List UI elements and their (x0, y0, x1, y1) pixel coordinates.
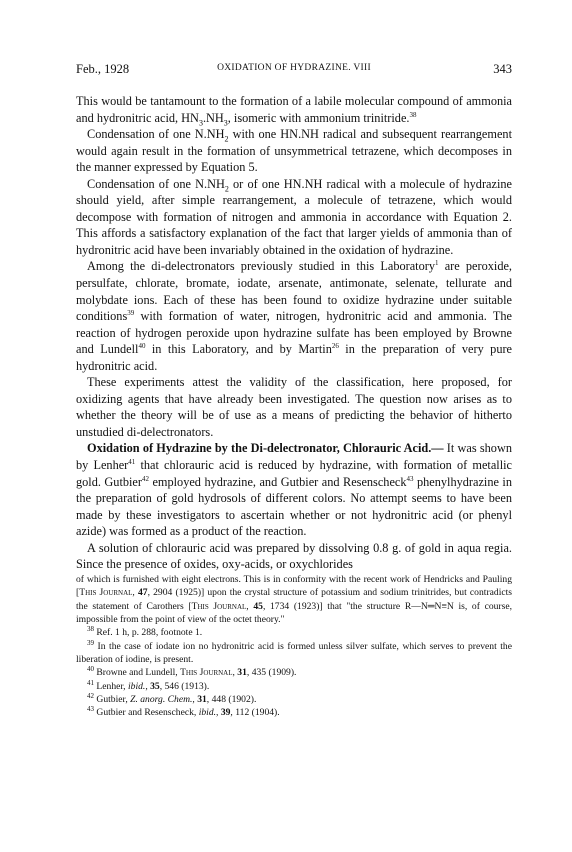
text-run: are peroxide, persulfate, chlorate, bromate, iodate, arsenate, antimonate, selenate, tellurate and molybdate ions. Each of these has been found to oxidize hydrazine under suitable conditions (76, 259, 512, 324)
text-run: in this Laboratory, and by Martin (145, 342, 332, 357)
footnote-ref: 39 (87, 638, 94, 647)
footnote-ref: 43 (406, 474, 414, 483)
page-number: 343 (493, 62, 512, 76)
footnote-ref: 43 (87, 705, 94, 714)
text-run: Among the di-delectronators previously studied in this Laboratory (87, 259, 435, 274)
footnote-ref: 42 (141, 474, 149, 483)
chem-subscript: 2 (224, 134, 229, 144)
text-run: with one HN.NH radical and subsequent rearrangement would again result in the formation of unsymmetrical tetrazene, which decomposes in the manner expressed by Equation 5. (76, 127, 512, 175)
text-run: ibid. (127, 680, 146, 692)
footnote-continuation (76, 573, 512, 627)
text-run: This Journal (191, 600, 247, 612)
text-run: Z. anorg. Chem. (130, 693, 193, 705)
section-heading-paragraph (76, 440, 512, 539)
text-run: A solution of chlorauric acid was prepared by dissolving 0.8 g. of gold in aqua regia. Since the presence of oxides, oxy-acids, or oxychlorides (76, 540, 512, 572)
text-run: in the preparation of very pure hydronitric acid. (76, 342, 513, 373)
text-run: This would be tantamount to the formation of a labile molecular compound of ammonia and hydronitric acid, HN (76, 94, 512, 125)
chem-subscript: 3 (198, 118, 203, 127)
text-run: Gutbier, (94, 693, 131, 705)
chem-subscript: 3 (223, 118, 228, 127)
paragraph-p2 (76, 126, 512, 176)
paragraph-p4 (76, 258, 512, 374)
text-run: 31 (237, 667, 247, 679)
text-run: , isomeric with ammonium trinitride. (227, 110, 410, 125)
text-run: 45 (253, 600, 263, 612)
text-run: phenylhydrazine in the preparation of gold hydrosols of different colors. No attempt seems to have been made by these investigators to ascertain whether or not hydronitric acid (or phenyl azide) was formed as a product of the reaction. (76, 474, 512, 539)
footnote-40 (76, 666, 512, 679)
text-run: , (246, 600, 254, 612)
text-run: This Journal (79, 587, 133, 599)
text-run: Condensation of one N.NH (87, 127, 225, 142)
footnote-ref: 41 (128, 457, 136, 466)
text-run: , 435 (1909). (246, 667, 297, 679)
text-run: , 448 (1902). (206, 693, 257, 705)
text-run: 47 (137, 587, 148, 599)
text-run: Ref. 1 h, p. 288, footnote 1. (94, 627, 203, 639)
paragraph-p3 (76, 176, 512, 259)
text-run: , (232, 667, 238, 679)
text-run: .NH (202, 110, 224, 125)
text-run: 35 (150, 680, 160, 692)
text-run: In the case of iodate ion no hydronitric acid is formed unless silver sulfate, which serves to prevent the liberation of iodine, is present. (76, 640, 512, 666)
paragraph-p7 (76, 540, 512, 573)
journal-page (76, 62, 512, 720)
footnote-ref: 40 (138, 342, 146, 351)
footnote-ref: 42 (87, 691, 94, 700)
text-run: This Journal (180, 667, 233, 679)
running-title: OXIDATION OF HYDRAZINE. VIII (217, 63, 371, 73)
footnote-ref: 40 (87, 665, 94, 674)
footnote-41 (76, 680, 512, 693)
article-body (76, 93, 512, 573)
text-run: 39 (220, 707, 231, 719)
text-run: that chlorauric acid is reduced by hydrazine, with formation of metallic gold. Gutbier (76, 458, 512, 489)
footnote-ref: 1 (435, 259, 439, 268)
footnote-39 (76, 640, 512, 667)
footnote-42 (76, 693, 512, 706)
text-run: with formation of water, nitrogen, hydronitric acid and ammonia. The reaction of hydrogen peroxide upon hydrazine sulfate has been employed by Browne and Lundell (76, 309, 512, 357)
footnote-43 (76, 706, 512, 719)
chem-subscript: 2 (224, 184, 229, 194)
footnote-38 (76, 626, 512, 639)
text-run: of which is furnished with eight electrons. This is in conformity with the recent work of Hendricks and Pauling [ (76, 573, 512, 599)
text-run: Browne and Lundell, (94, 667, 181, 679)
text-run: , (216, 707, 221, 719)
text-run: , 112 (1904). (230, 707, 280, 719)
text-run: employed hydrazine, and Gutbier and Resenscheck (148, 474, 407, 489)
text-run: , 1734 (1923)] that "the structure R—N═N≡N is, of course, impossible from the point of view of the octet theory." (76, 600, 513, 626)
footnote-ref: 39 (127, 309, 135, 318)
paragraph-p5 (76, 374, 512, 440)
paragraph-p1 (76, 93, 512, 126)
text-run: It was shown by Lenher (76, 441, 512, 473)
text-run: Gutbier and Resenscheck, (94, 707, 199, 719)
footnote-ref: 26 (331, 342, 339, 351)
text-run: , (192, 693, 198, 705)
footnote-ref: 38 (87, 625, 94, 634)
text-run: , 2904 (1925)] upon the crystal structure of potassium and sodium trinitrides, but contradicts the statement of Carothers [ (76, 587, 513, 612)
text-run: ibid. (198, 707, 217, 719)
text-run: , (145, 680, 151, 692)
text-run: Condensation of one N.NH (87, 176, 225, 191)
text-run: These experiments attest the validity of the classification, here proposed, for oxidizing agents that have already been investigated. The question now arises as to whether the theory will be of use as a means of predicting the behavior of hitherto unstudied di-delectronators. (76, 375, 512, 439)
footnote-ref: 41 (87, 678, 94, 687)
issue-date: Feb., 1928 (76, 62, 130, 76)
text-run: or of one HN.NH radical with a molecule of hydrazine should yield, after simple rearrangement, a molecule of tetrazene, which would decompose with formation of nitrogen and ammonia in accordance with Equation 2. This affords a satisfactory explanation of the fact that larger yields of ammonia than of hydronitric acid have been invariably obtained in the oxidation of hydrazine. (76, 176, 512, 257)
text-run: Oxidation of Hydrazine by the Di-delectronator, Chlorauric Acid.— (87, 441, 444, 456)
text-run: 31 (197, 693, 207, 705)
page-header (76, 62, 512, 78)
footnotes (76, 573, 512, 720)
text-run: Lenher, (94, 680, 128, 692)
text-run: , 546 (1913). (159, 680, 210, 692)
text-run: , (132, 587, 138, 599)
footnote-ref: 38 (409, 110, 417, 119)
